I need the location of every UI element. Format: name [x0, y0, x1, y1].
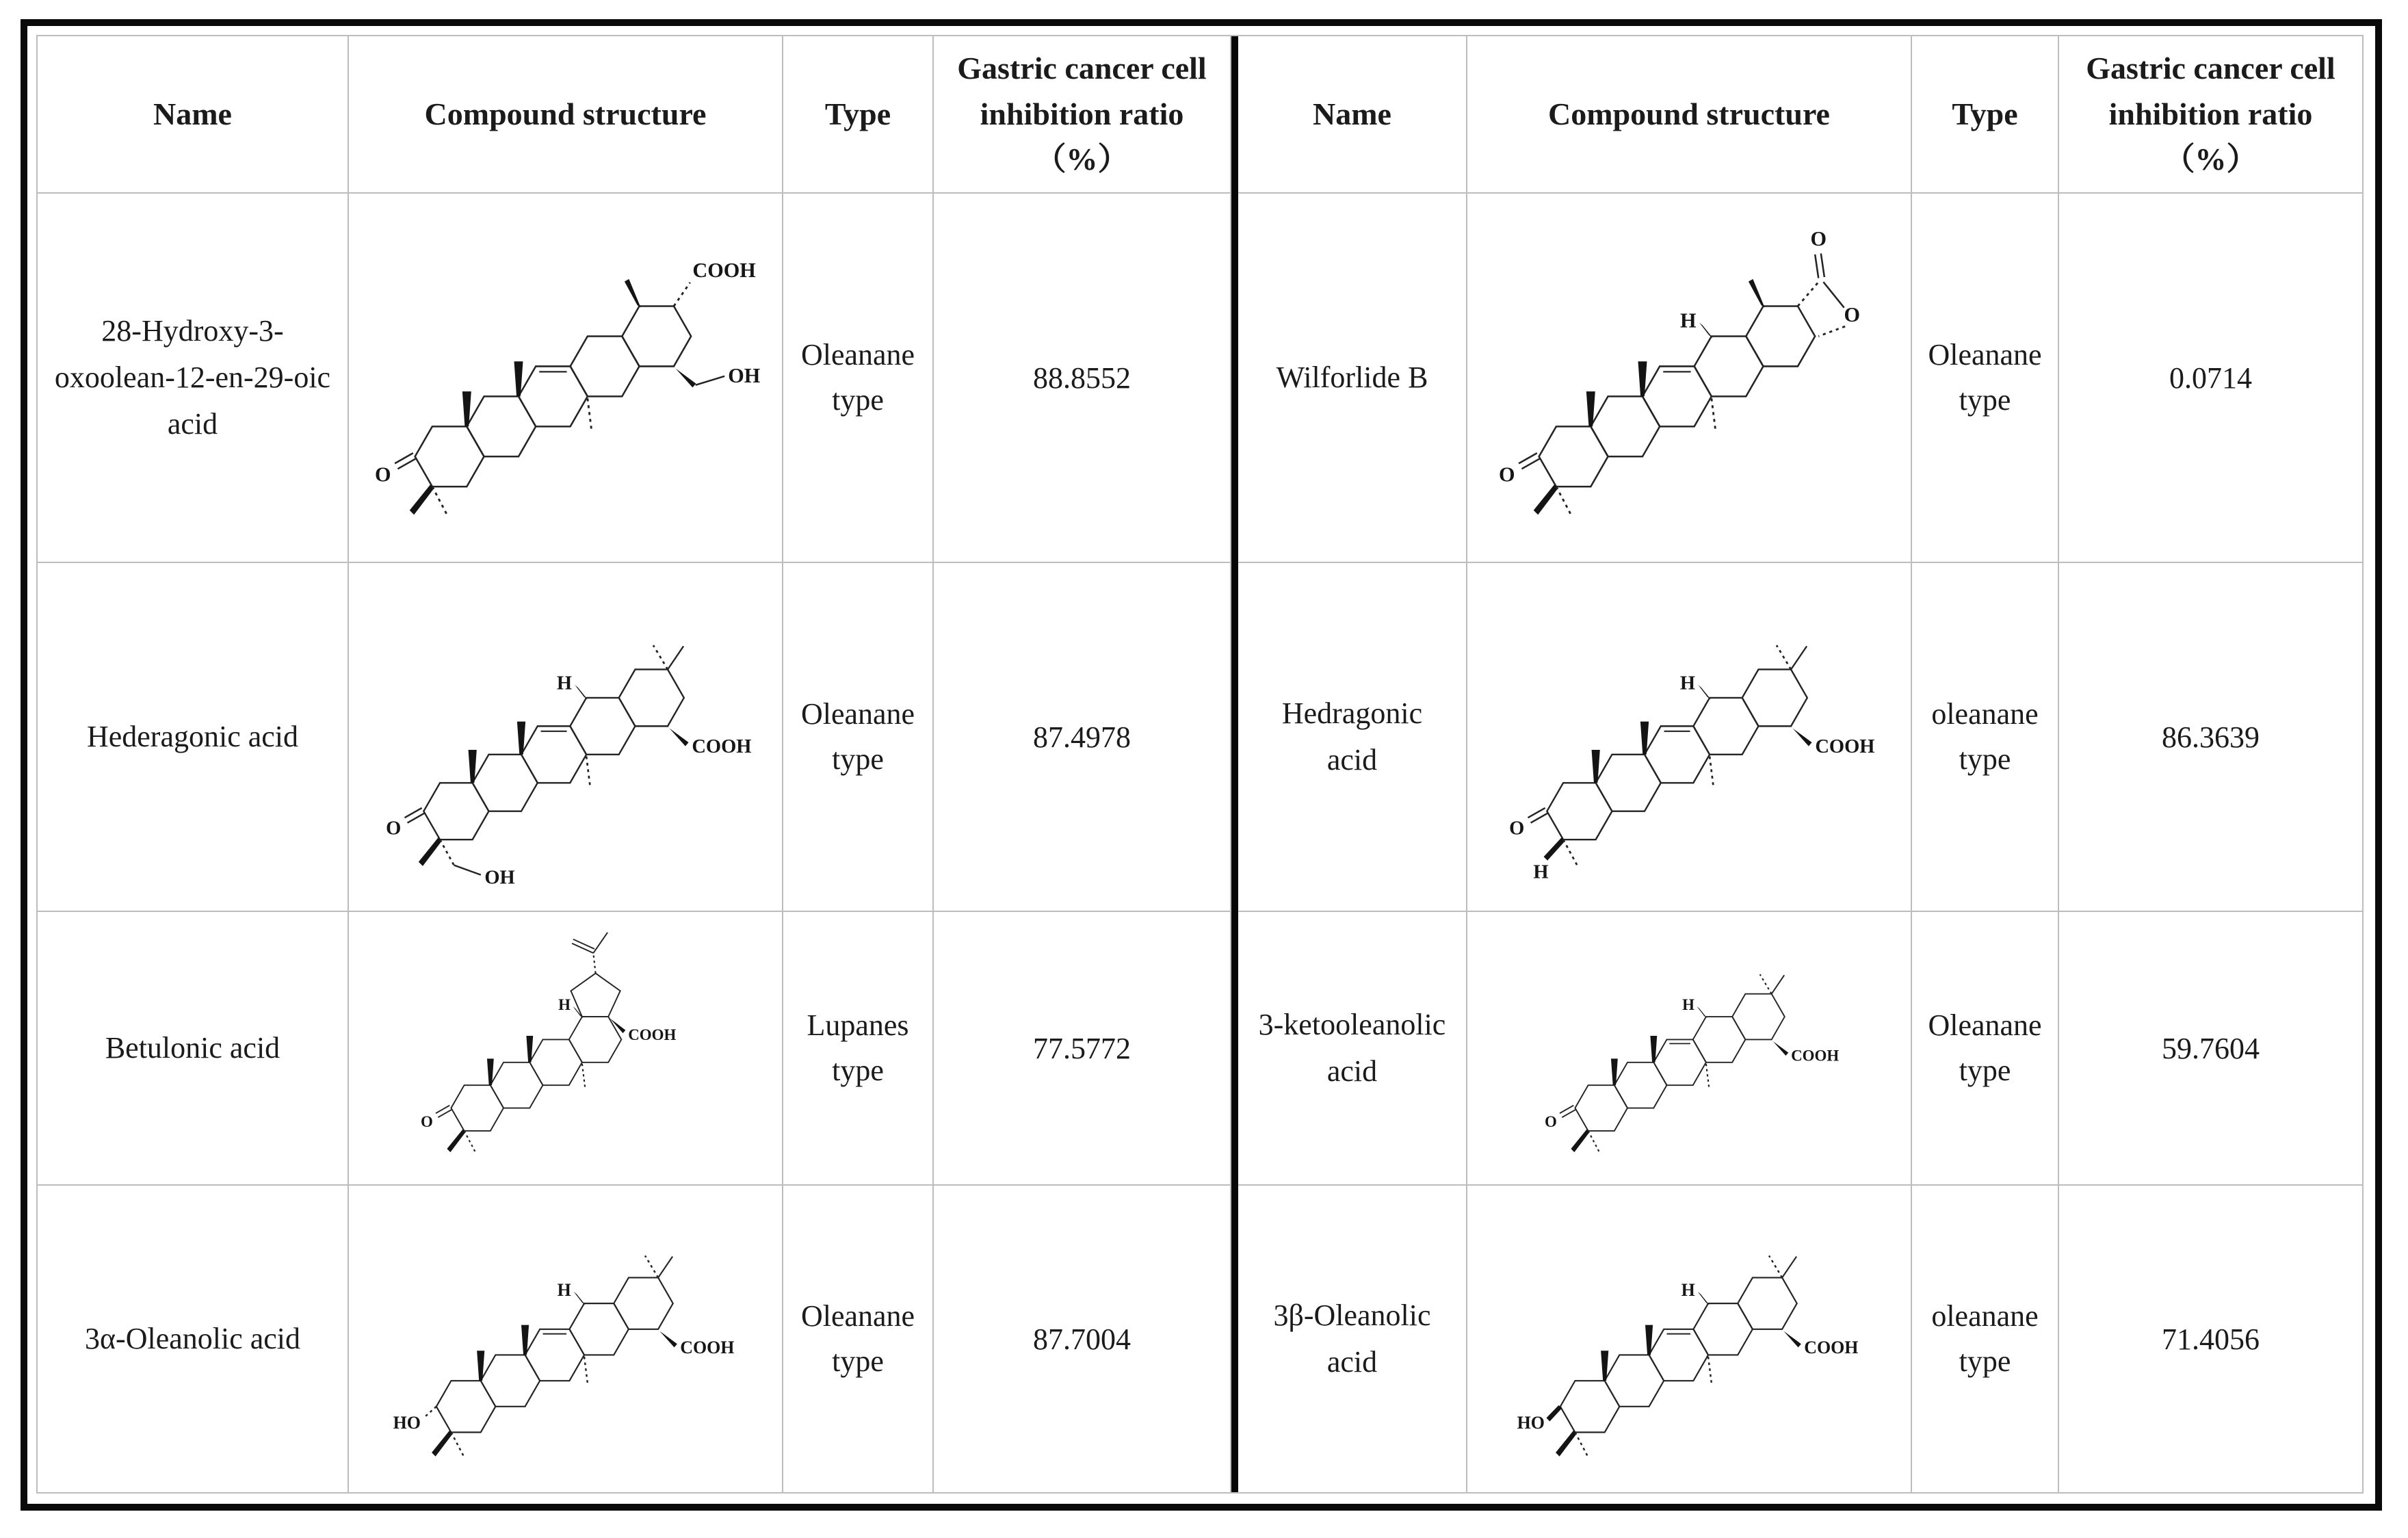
- row2-left-structure: [349, 563, 783, 912]
- atom-label-cooh: COOH: [692, 259, 756, 283]
- ratio-header-unit: （%）: [2163, 142, 2258, 177]
- col-header-ratio-left: [934, 36, 1231, 194]
- row3-right-ratio: 59.7604: [2059, 912, 2364, 1186]
- atom-label-cooh: COOH: [680, 1337, 735, 1357]
- row2-right-name: Hedragonic acid: [1238, 563, 1467, 912]
- col-header-structure-right: Compound structure: [1467, 36, 1912, 194]
- row3-left-ratio: 77.5772: [934, 912, 1231, 1186]
- row1-right-structure: [1467, 194, 1912, 563]
- row3-left-structure: [349, 912, 783, 1186]
- row3-left-type: Lupanes type: [783, 912, 934, 1186]
- ratio-header-unit: （%）: [1034, 142, 1129, 177]
- atom-label-h: H: [1681, 996, 1694, 1014]
- atom-label-oh: OH: [728, 364, 761, 388]
- row4-left-structure: [349, 1186, 783, 1494]
- row4-right-type: oleanane type: [1912, 1186, 2059, 1494]
- row4-left-ratio: 87.7004: [934, 1186, 1231, 1494]
- atom-label-oh: OH: [484, 867, 515, 889]
- atom-label-o: O: [375, 462, 391, 486]
- atom-label-cooh: COOH: [1803, 1337, 1859, 1357]
- row1-right-type: Oleanane type: [1912, 194, 2059, 563]
- row3-right-type: Oleanane type: [1912, 912, 2059, 1186]
- atom-label-h: H: [1679, 309, 1697, 333]
- row1-right-ratio: 0.0714: [2059, 194, 2364, 563]
- compound-structure-svg-3b-oleanolic: [1516, 1195, 1862, 1483]
- row2-right-ratio: 86.3639: [2059, 563, 2364, 912]
- atom-label-ho: HO: [393, 1412, 421, 1433]
- row1-left-structure: [349, 194, 783, 563]
- compound-structure-svg-hedragonic: [1498, 579, 1879, 895]
- atom-label-o: O: [386, 818, 402, 839]
- row2-right-structure: [1467, 563, 1912, 912]
- row3-right-name: 3-ketooleanolic acid: [1238, 912, 1467, 1186]
- row4-right-structure: [1467, 1186, 1912, 1494]
- col-header-type-left: Type: [783, 36, 934, 194]
- compound-structure-svg-betulonic: [412, 921, 719, 1175]
- atom-label-cooh: COOH: [1815, 736, 1875, 758]
- atom-label-cooh: COOH: [692, 736, 752, 758]
- row2-right-type: oleanane type: [1912, 563, 2059, 912]
- compound-structure-svg-28-hydroxy: [363, 210, 768, 545]
- atom-label-o-ring: O: [1844, 302, 1860, 326]
- col-header-type-right: Type: [1912, 36, 2059, 194]
- row4-right-name: 3β-Oleanolic acid: [1238, 1186, 1467, 1494]
- row1-left-name: 28-Hydroxy-3-oxoolean-12-en-29-oic acid: [38, 194, 349, 563]
- atom-label-o: O: [421, 1112, 434, 1130]
- atom-label-o-carbonyl: O: [1810, 226, 1827, 250]
- row2-left-name: Hederagonic acid: [38, 563, 349, 912]
- atom-label-o: O: [1509, 818, 1525, 839]
- row2-left-ratio: 87.4978: [934, 563, 1231, 912]
- row4-right-ratio: 71.4056: [2059, 1186, 2364, 1494]
- col-header-name-right: Name: [1238, 36, 1467, 194]
- ratio-header-text: Gastric cancer cell inhibition ratio: [957, 50, 1207, 131]
- row2-left-type: Oleanane type: [783, 563, 934, 912]
- atom-label-h: H: [1680, 673, 1696, 694]
- col-header-name-left: Name: [38, 36, 349, 194]
- atom-label-h: H: [557, 1280, 572, 1301]
- row3-right-structure: [1467, 912, 1912, 1186]
- atom-label-h4: H: [1533, 861, 1549, 883]
- compound-structure-svg-3a-oleanolic: [392, 1195, 738, 1483]
- col-header-structure-left: Compound structure: [349, 36, 783, 194]
- ratio-header-text: Gastric cancer cell inhibition ratio: [2086, 50, 2335, 131]
- row4-left-type: Oleanane type: [783, 1186, 934, 1494]
- row1-left-type: Oleanane type: [783, 194, 934, 563]
- atom-label-ho: HO: [1517, 1412, 1545, 1433]
- compound-structure-svg-3-ketooleanolic: [1536, 921, 1843, 1175]
- table-frame: [21, 19, 2382, 1511]
- atom-label-h: H: [556, 673, 573, 694]
- compound-structure-svg-hederagonic: [375, 579, 756, 895]
- compound-table: [36, 35, 2364, 1494]
- atom-label-o: O: [1498, 462, 1515, 486]
- table-half-divider: [1231, 36, 1238, 1494]
- row1-right-name: Wilforlide B: [1238, 194, 1467, 563]
- row1-left-ratio: 88.8552: [934, 194, 1231, 563]
- row4-left-name: 3α-Oleanolic acid: [38, 1186, 349, 1494]
- col-header-ratio-right: [2059, 36, 2364, 194]
- atom-label-o: O: [1544, 1112, 1557, 1130]
- compound-structure-svg-wilforlide-b: [1487, 210, 1892, 545]
- row3-left-name: Betulonic acid: [38, 912, 349, 1186]
- atom-label-h: H: [1681, 1280, 1695, 1301]
- atom-label-cooh: COOH: [1790, 1047, 1839, 1065]
- atom-label-cooh: COOH: [628, 1026, 677, 1043]
- atom-label-h: H: [558, 996, 571, 1014]
